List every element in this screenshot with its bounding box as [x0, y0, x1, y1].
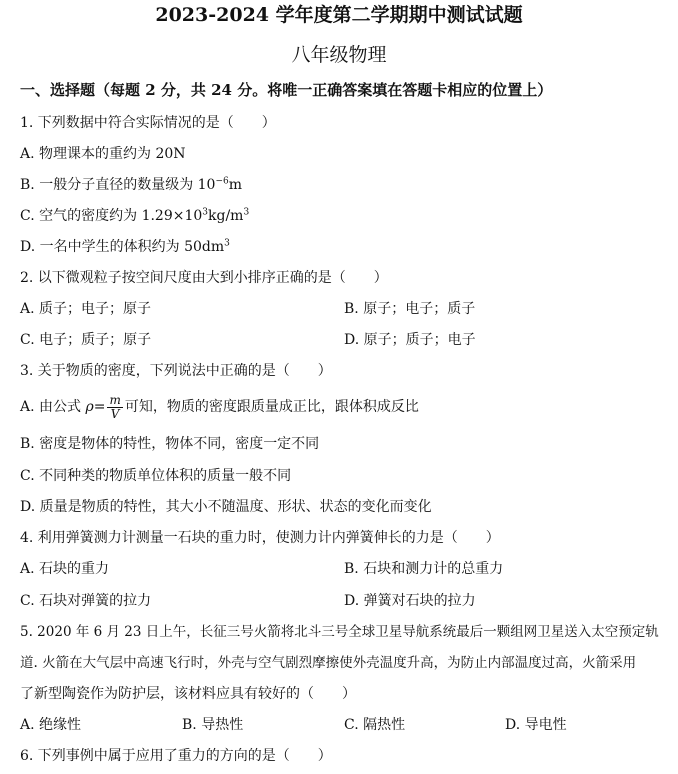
question-3-option-b: B. 密度是物体的特性，物体不同，密度一定不同: [20, 436, 320, 452]
question-6-stem: 6. 下列事例中属于应用了重力的方向的是（ ）: [20, 748, 332, 764]
formula-fraction: $\frac{m}{V}$: [109, 392, 121, 421]
question-1-option-c: C. 空气的密度约为 $1.29\times 10^3kg/m^3$: [20, 207, 250, 224]
question-5-option-a: A. 绝缘性: [20, 717, 82, 733]
question-2-option-b: B. 原子；电子；质子: [344, 301, 476, 317]
question-4-stem: 4. 利用弹簧测力计测量一石块的重力时，使测力计内弹簧伸长的力是（ ）: [20, 530, 500, 546]
question-5-option-c: C. 隔热性: [344, 717, 406, 733]
question-5-line-1: 5. 2020 年 6 月 23 日上午，长征三号火箭将北斗三号全球卫星导航系统最后一颗组网卫星送入太空预定轨: [20, 624, 659, 640]
question-4-option-d: D. 弹簧对石块的拉力: [344, 593, 476, 609]
exam-subtitle: 八年级物理: [291, 44, 387, 66]
question-2-option-d: D. 原子；质子；电子: [344, 332, 476, 348]
question-3-option-d: D. 质量是物质的特性，其大小不随温度、形状、状态的变化而变化: [20, 499, 432, 515]
question-2-option-a: A. 质子；电子；原子: [20, 301, 152, 317]
question-4-option-b: B. 石块和测力计的总重力: [344, 561, 504, 577]
density-formula: ρ=: [85, 399, 106, 415]
question-5-line-2: 道. 火箭在大气层中高速飞行时，外壳与空气剧烈摩擦使外壳温度升高，为防止内部温度过高，火箭采用: [20, 655, 637, 671]
question-1-option-d: D. 一名中学生的体积约为 $50dm^3$: [20, 238, 230, 255]
question-5-line-3: 了新型陶瓷作为防护层，该材料应具有较好的（ ）: [20, 686, 356, 702]
question-5-option-d: D. 导电性: [505, 717, 567, 733]
question-2-stem: 2. 以下微观粒子按空间尺度由大到小排序正确的是（ ）: [20, 270, 388, 286]
exam-title: 2023-2024 学年度第二学期期中测试试题: [155, 4, 523, 26]
question-3-stem: 3. 关于物质的密度，下列说法中正确的是（ ）: [20, 363, 332, 379]
question-3-option-a: A. 由公式 ρ= $\frac{m}{V}$ 可知，物质的密度跟质量成正比，跟体积成反比: [20, 392, 419, 421]
question-3-option-c: C. 不同种类的物质单位体积的质量一般不同: [20, 468, 292, 484]
question-1-option-a: A. 物理课本的重约为 20N: [20, 146, 186, 162]
question-5-option-b: B. 导热性: [182, 717, 244, 733]
question-4-option-a: A. 石块的重力: [20, 561, 110, 577]
question-2-option-c: C. 电子；质子；原子: [20, 332, 152, 348]
question-1-option-b: B. 一般分子直径的数量级为 $10^{-6}m$: [20, 176, 243, 193]
question-1-stem: 1. 下列数据中符合实际情况的是（ ）: [20, 115, 276, 131]
question-4-option-c: C. 石块对弹簧的拉力: [20, 593, 152, 609]
section-heading: 一、选择题（每题 2 分，共 24 分。将唯一正确答案填在答题卡相应的位置上）: [20, 81, 553, 99]
